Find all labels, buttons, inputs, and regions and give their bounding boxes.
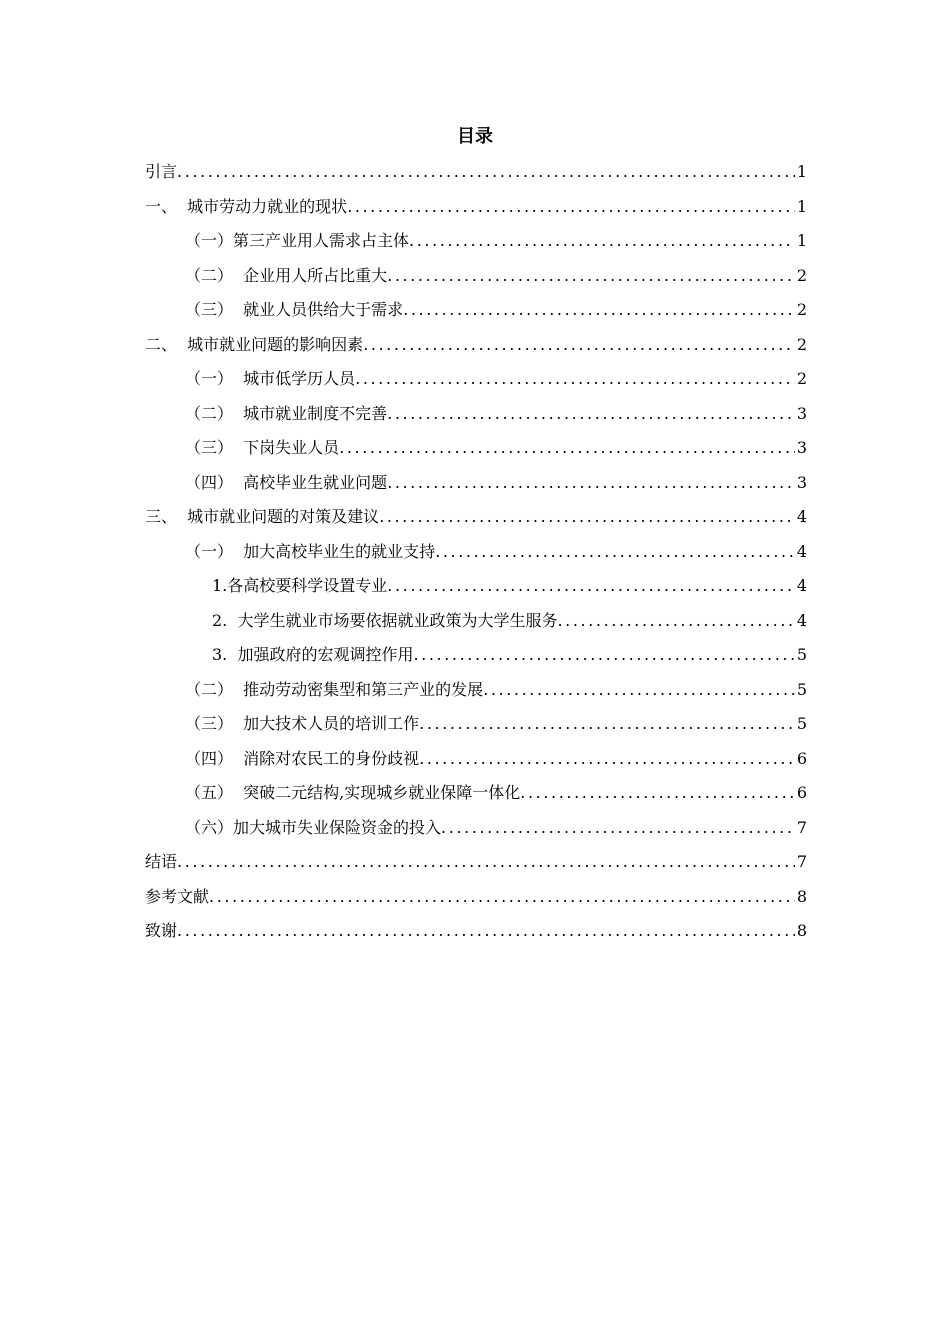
toc-page-number: 3 [796, 438, 807, 457]
toc-page-number: 4 [796, 610, 807, 630]
toc-entry[interactable] [145, 190, 807, 225]
toc-dot-leader [363, 328, 795, 363]
toc-entry-label: （三） 就业人员供给大于需求 [185, 300, 404, 319]
toc-dot-leader [177, 155, 795, 190]
toc-entry[interactable] [145, 155, 807, 190]
toc-page-number: 7 [796, 852, 807, 871]
toc-entry-label: （六）加大城市失业保险资金的投入 [185, 817, 442, 837]
toc-dot-leader [520, 776, 795, 811]
toc-page-number: 7 [796, 817, 807, 837]
toc-entry-label: （二） 企业用人所占比重大 [185, 265, 388, 285]
toc-entry[interactable] [145, 224, 807, 259]
toc-dot-leader [387, 466, 795, 501]
toc-dot-leader [403, 293, 795, 328]
toc-entry-label: （一）第三产业用人需求占主体 [185, 231, 410, 250]
toc-page-number: 1 [796, 196, 807, 216]
toc-page-number: 4 [796, 541, 807, 561]
toc-page-number: 1 [796, 231, 807, 250]
toc-entry[interactable] [145, 604, 807, 639]
toc-page-number: 2 [796, 334, 807, 354]
toc-dot-leader [355, 362, 795, 397]
toc-entry[interactable] [145, 707, 807, 742]
toc-entry[interactable] [145, 673, 807, 708]
toc-title: 目录 [457, 126, 493, 147]
toc-page-number: 3 [796, 472, 807, 492]
toc-entry-label: 1.各高校要科学设置专业 [212, 576, 388, 595]
toc-entry[interactable] [145, 362, 807, 397]
toc-entry[interactable] [145, 914, 807, 949]
toc-page-number: 8 [796, 886, 807, 906]
toc-entry[interactable] [145, 535, 807, 570]
toc-dot-leader [387, 569, 795, 604]
toc-dot-leader [339, 431, 795, 466]
toc-entry[interactable] [145, 845, 807, 880]
toc-dot-leader [435, 535, 795, 570]
toc-dot-leader [387, 397, 795, 432]
toc-page-number: 1 [796, 162, 807, 181]
toc-entry-label: 参考文献 [145, 886, 210, 906]
toc-entry-label: （二） 城市就业制度不完善 [185, 403, 388, 423]
toc-dot-leader [419, 707, 795, 742]
toc-entry-label: 三、 城市就业问题的对策及建议 [145, 507, 380, 526]
toc-entry[interactable] [145, 431, 807, 466]
toc-entry[interactable] [145, 500, 807, 535]
toc-dot-leader [209, 880, 795, 915]
toc-list [145, 155, 807, 949]
toc-entry[interactable] [145, 569, 807, 604]
toc-page-number: 2 [796, 369, 807, 388]
toc-entry-label: 致谢 [145, 921, 178, 940]
toc-dot-leader [347, 190, 795, 225]
toc-entry[interactable] [145, 328, 807, 363]
toc-dot-leader [387, 259, 795, 294]
toc-entry-label: 结语 [145, 852, 178, 871]
toc-page-number: 8 [796, 921, 807, 940]
toc-page-number: 5 [796, 645, 807, 664]
toc-entry[interactable] [145, 466, 807, 501]
toc-page-number: 5 [796, 679, 807, 699]
toc-page-number: 3 [796, 403, 807, 423]
toc-dot-leader [419, 742, 795, 777]
toc-entry-label: （五） 突破二元结构,实现城乡就业保障一体化 [185, 783, 521, 802]
toc-entry-label: （三） 加大技术人员的培训工作 [185, 714, 420, 733]
toc-page-number: 6 [796, 783, 807, 802]
toc-entry[interactable] [145, 259, 807, 294]
toc-dot-leader [483, 673, 795, 708]
toc-page-number: 2 [796, 265, 807, 285]
toc-page-number: 5 [796, 714, 807, 733]
toc-dot-leader [379, 500, 795, 535]
toc-entry-label: （一） 城市低学历人员 [185, 369, 356, 388]
toc-dot-leader [557, 604, 795, 639]
toc-page-number: 4 [796, 576, 807, 595]
toc-entry-label: 2. 大学生就业市场要依据就业政策为大学生服务 [212, 610, 558, 630]
toc-entry-label: 一、 城市劳动力就业的现状 [145, 196, 348, 216]
toc-dot-leader [441, 811, 795, 846]
toc-page-number: 4 [796, 507, 807, 526]
toc-entry[interactable] [145, 776, 807, 811]
toc-entry[interactable] [145, 638, 807, 673]
toc-entry[interactable] [145, 397, 807, 432]
toc-entry-label: （三） 下岗失业人员 [185, 438, 340, 457]
toc-entry[interactable] [145, 880, 807, 915]
toc-entry[interactable] [145, 811, 807, 846]
toc-dot-leader [409, 224, 795, 259]
toc-page-number: 6 [796, 748, 807, 768]
toc-entry-label: （四） 高校毕业生就业问题 [185, 472, 388, 492]
toc-entry-label: 引言 [145, 162, 178, 181]
toc-entry-label: 3. 加强政府的宏观调控作用 [212, 645, 414, 664]
toc-dot-leader [177, 845, 795, 880]
toc-entry-label: 二、 城市就业问题的影响因素 [145, 334, 364, 354]
toc-dot-leader [413, 638, 795, 673]
toc-entry[interactable] [145, 293, 807, 328]
toc-entry-label: （四） 消除对农民工的身份歧视 [185, 748, 420, 768]
toc-page-number: 2 [796, 300, 807, 319]
toc-entry[interactable] [145, 742, 807, 777]
toc-dot-leader [177, 914, 795, 949]
toc-entry-label: （二） 推动劳动密集型和第三产业的发展 [185, 679, 484, 699]
toc-entry-label: （一） 加大高校毕业生的就业支持 [185, 541, 436, 561]
